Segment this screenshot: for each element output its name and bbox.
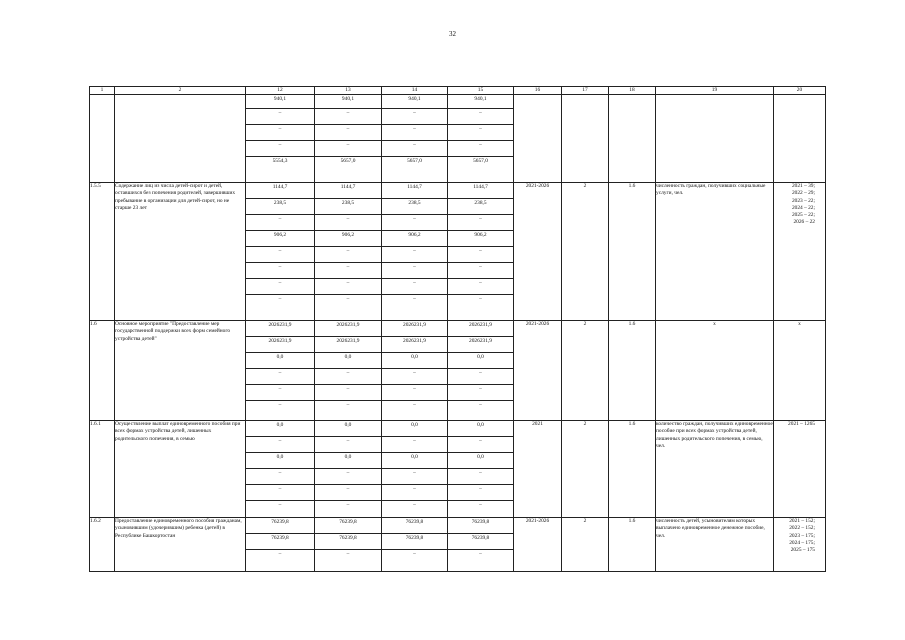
value-cell: 1144,7 — [315, 183, 381, 199]
value-cell: 76239,8 — [448, 534, 513, 550]
target-line: 2026 – 22 — [793, 219, 815, 226]
col12-values — [246, 321, 315, 421]
value-cell: 0,0 — [382, 353, 447, 369]
target-line: 2021 – 1265 — [788, 421, 815, 428]
value-cell: – — [315, 437, 381, 453]
value-cell: – — [278, 502, 282, 509]
value-cell: – — [382, 109, 447, 125]
period-cell: 2021 — [514, 421, 562, 518]
col15-values — [448, 321, 514, 421]
col15-values — [448, 183, 514, 321]
value-cell: 5657,0 — [407, 158, 422, 165]
value-cell: – — [246, 437, 314, 453]
value-cell: 940,1 — [382, 95, 447, 109]
header-row — [90, 87, 826, 95]
value-cell: – — [413, 551, 416, 558]
value-cell: – — [448, 141, 513, 157]
value-cell: 0,0 — [315, 353, 381, 369]
value-cell: 0,0 — [315, 421, 381, 437]
col-header: 16 — [514, 87, 562, 95]
value-cell: – — [479, 551, 482, 558]
value-cell: 5657,0 — [473, 158, 488, 165]
target-line: 2025 – 175 — [790, 547, 815, 554]
value-cell: – — [278, 551, 282, 558]
value-cell: – — [479, 296, 482, 303]
col15-values — [448, 518, 514, 572]
item-number: 1.6 — [90, 321, 115, 421]
value-cell: – — [246, 125, 314, 141]
indicator-cell: x — [656, 321, 774, 421]
col-header: 18 — [609, 87, 656, 95]
value-cell: 0,0 — [448, 353, 513, 369]
value-cell: – — [382, 215, 447, 231]
value-cell: – — [448, 215, 513, 231]
value-cell: – — [246, 469, 314, 485]
cell-empty — [774, 95, 826, 183]
value-cell: – — [448, 469, 513, 485]
value-cell: – — [315, 385, 381, 401]
value-cell: 940,1 — [246, 95, 314, 109]
col-header: 1 — [90, 87, 115, 95]
indicator-cell: численность детей, усыновителям которых выплачено единовременное денежное пособие, чел. — [656, 518, 774, 572]
target-line: 2023 – 175; — [789, 532, 815, 539]
value-cell: 1144,7 — [246, 183, 314, 199]
value-cell: 906,2 — [246, 231, 314, 247]
value-cell: – — [246, 279, 314, 295]
value-cell: – — [346, 296, 350, 303]
page-number: 32 — [449, 30, 456, 38]
item-description: Содержание лиц из числа детей-сирот и детей, оставшихся без попечения родителей, завершивших пребывание в организации для детей-сирот, но не старше 23 лет — [115, 183, 246, 321]
value-cell: – — [413, 502, 416, 509]
col-header: 20 — [774, 87, 826, 95]
value-cell: – — [246, 141, 314, 157]
value-cell: 76239,8 — [315, 518, 381, 534]
value-cell: 2026231,9 — [448, 337, 513, 353]
value-cell: 2026231,9 — [382, 337, 447, 353]
col12-values — [246, 421, 315, 518]
value-cell: 0,0 — [246, 421, 314, 437]
col14-values — [382, 518, 448, 572]
target-values — [774, 183, 826, 321]
target-line: 2021 – 39; — [791, 183, 815, 190]
value-cell: – — [448, 437, 513, 453]
value-cell: – — [413, 402, 416, 409]
value-cell: 76239,8 — [382, 534, 447, 550]
value-cell: – — [315, 109, 381, 125]
value-cell: – — [382, 263, 447, 279]
row-1-6 — [90, 321, 826, 421]
value-cell: – — [278, 402, 282, 409]
value-cell: 238,5 — [246, 199, 314, 215]
col-header: 17 — [562, 87, 609, 95]
target-line: 2022 – 152; — [789, 525, 815, 532]
col-header: 12 — [246, 87, 315, 95]
item-description: Основное мероприятие "Предоставление мер государственной поддержки всех форм семейного устройства детей" — [115, 321, 246, 421]
col13-values — [315, 421, 382, 518]
col12-values — [246, 183, 315, 321]
value-cell: – — [315, 485, 381, 501]
value-cell: – — [382, 141, 447, 157]
value-cell: – — [246, 485, 314, 501]
value-cell: – — [315, 263, 381, 279]
row-1-6-2 — [90, 518, 826, 572]
value-cell: 76239,8 — [382, 518, 447, 534]
value-cell: 0,0 — [315, 453, 381, 469]
value-cell: 1144,7 — [448, 183, 513, 199]
row-continuation — [90, 95, 826, 183]
value-cell: 0,0 — [382, 453, 447, 469]
value-cell: – — [448, 263, 513, 279]
value-cell: – — [382, 485, 447, 501]
col17-cell: 2 — [562, 183, 609, 321]
value-cell: – — [382, 437, 447, 453]
value-cell: 76239,8 — [246, 518, 314, 534]
col17-cell: 2 — [562, 321, 609, 421]
col15-values — [448, 421, 514, 518]
value-cell: – — [448, 125, 513, 141]
cell-empty — [562, 95, 609, 183]
row-1-6-1 — [90, 421, 826, 518]
target-line: 2024 – 22; — [791, 204, 815, 211]
value-cell: – — [382, 469, 447, 485]
value-cell: – — [246, 263, 314, 279]
value-cell: 76239,8 — [448, 518, 513, 534]
value-cell: 238,5 — [382, 199, 447, 215]
value-cell: – — [448, 279, 513, 295]
cell-empty — [656, 95, 774, 183]
cell-empty — [90, 95, 115, 183]
value-cell: 940,1 — [448, 95, 513, 109]
col13-values — [315, 321, 382, 421]
col-header: 19 — [656, 87, 774, 95]
period-cell: 2021-2026 — [514, 183, 562, 321]
item-number: 1.6.2 — [90, 518, 115, 572]
value-cell: – — [382, 369, 447, 385]
cell-empty — [514, 95, 562, 183]
target-line: 2024 – 175; — [789, 539, 815, 546]
value-cell: 5554,3 — [272, 158, 288, 165]
value-cell: 76239,8 — [315, 534, 381, 550]
indicator-cell: количество граждан, получивших единовременное пособие при всех формах устройства детей, лишенных родительского попечения, в семью, чел. — [656, 421, 774, 518]
col13-values — [315, 95, 382, 183]
col14-values — [382, 421, 448, 518]
value-cell: 2026231,9 — [315, 321, 381, 337]
value-cell: – — [315, 215, 381, 231]
target-line: 2022 – 29; — [791, 190, 815, 197]
row-1-5-5 — [90, 183, 826, 321]
col17-cell: 2 — [562, 421, 609, 518]
col-header: 13 — [315, 87, 382, 95]
target-cell: x — [774, 321, 826, 421]
value-cell: 940,1 — [315, 95, 381, 109]
value-cell: – — [382, 125, 447, 141]
col14-values — [382, 95, 448, 183]
value-cell: 906,2 — [382, 231, 447, 247]
target-line: 2023 – 22; — [791, 197, 815, 204]
value-cell: 0,0 — [246, 353, 314, 369]
value-cell: – — [246, 385, 314, 401]
value-cell: – — [315, 369, 381, 385]
value-cell: – — [315, 279, 381, 295]
value-cell: 2026231,9 — [315, 337, 381, 353]
target-line: 2025 – 22; — [791, 212, 815, 219]
value-cell: – — [448, 485, 513, 501]
value-cell: – — [382, 247, 447, 263]
col18-cell: 1.6 — [609, 421, 656, 518]
value-cell: – — [382, 385, 447, 401]
value-cell: – — [448, 369, 513, 385]
col18-cell: 1.6 — [609, 183, 656, 321]
col-header: 14 — [382, 87, 448, 95]
col18-cell: 1.6 — [609, 321, 656, 421]
item-number: 1.5.5 — [90, 183, 115, 321]
value-cell: 0,0 — [382, 421, 447, 437]
col15-values — [448, 95, 514, 183]
period-cell: 2021-2026 — [514, 321, 562, 421]
value-cell: 2026231,9 — [448, 321, 513, 337]
value-cell: – — [448, 109, 513, 125]
value-cell: – — [315, 469, 381, 485]
col12-values — [246, 95, 315, 183]
value-cell: – — [479, 402, 482, 409]
value-cell: – — [246, 215, 314, 231]
value-cell: 238,5 — [448, 199, 513, 215]
value-cell: – — [382, 279, 447, 295]
target-values — [774, 518, 826, 572]
col18-cell: 1.6 — [609, 518, 656, 572]
value-cell: – — [346, 402, 350, 409]
value-cell: 5657,0 — [340, 158, 356, 165]
cell-empty — [115, 95, 246, 183]
col14-values — [382, 321, 448, 421]
value-cell: – — [246, 369, 314, 385]
value-cell: – — [413, 296, 416, 303]
value-cell: – — [315, 247, 381, 263]
value-cell: – — [346, 502, 350, 509]
col14-values — [382, 183, 448, 321]
value-cell: 2026231,9 — [246, 337, 314, 353]
value-cell: – — [315, 125, 381, 141]
value-cell: – — [246, 247, 314, 263]
value-cell: – — [448, 385, 513, 401]
target-values — [774, 421, 826, 518]
value-cell: – — [479, 502, 482, 509]
value-cell: 0,0 — [448, 421, 513, 437]
value-cell: – — [448, 247, 513, 263]
value-cell: 238,5 — [315, 199, 381, 215]
value-cell: 76239,8 — [246, 534, 314, 550]
col13-values — [315, 518, 382, 572]
value-cell: 2026231,9 — [246, 321, 314, 337]
col-header: 2 — [115, 87, 246, 95]
value-cell: – — [315, 141, 381, 157]
value-cell: – — [346, 551, 350, 558]
value-cell: – — [278, 296, 282, 303]
value-cell: 1144,7 — [382, 183, 447, 199]
item-description: Предоставление единовременного пособия гражданам, усыновившим (удочерившим) ребенка (детей) в Республике Башкортостан — [115, 518, 246, 572]
value-cell: – — [246, 109, 314, 125]
item-description: Осуществление выплат единовременного пособия при всех формах устройства детей, лишенных родительского попечения, в семью — [115, 421, 246, 518]
col-header: 15 — [448, 87, 514, 95]
cell-empty — [609, 95, 656, 183]
value-cell: 2026231,9 — [382, 321, 447, 337]
col13-values — [315, 183, 382, 321]
value-cell: 906,2 — [448, 231, 513, 247]
value-cell: 906,2 — [315, 231, 381, 247]
col17-cell: 2 — [562, 518, 609, 572]
program-table — [89, 86, 826, 572]
period-cell: 2021-2026 — [514, 518, 562, 572]
item-number: 1.6.1 — [90, 421, 115, 518]
value-cell: 0,0 — [246, 453, 314, 469]
indicator-cell: численность граждан, получивших социальные услуги, чел. — [656, 183, 774, 321]
value-cell: 0,0 — [448, 453, 513, 469]
target-line: 2021 – 152; — [789, 518, 815, 525]
col12-values — [246, 518, 315, 572]
